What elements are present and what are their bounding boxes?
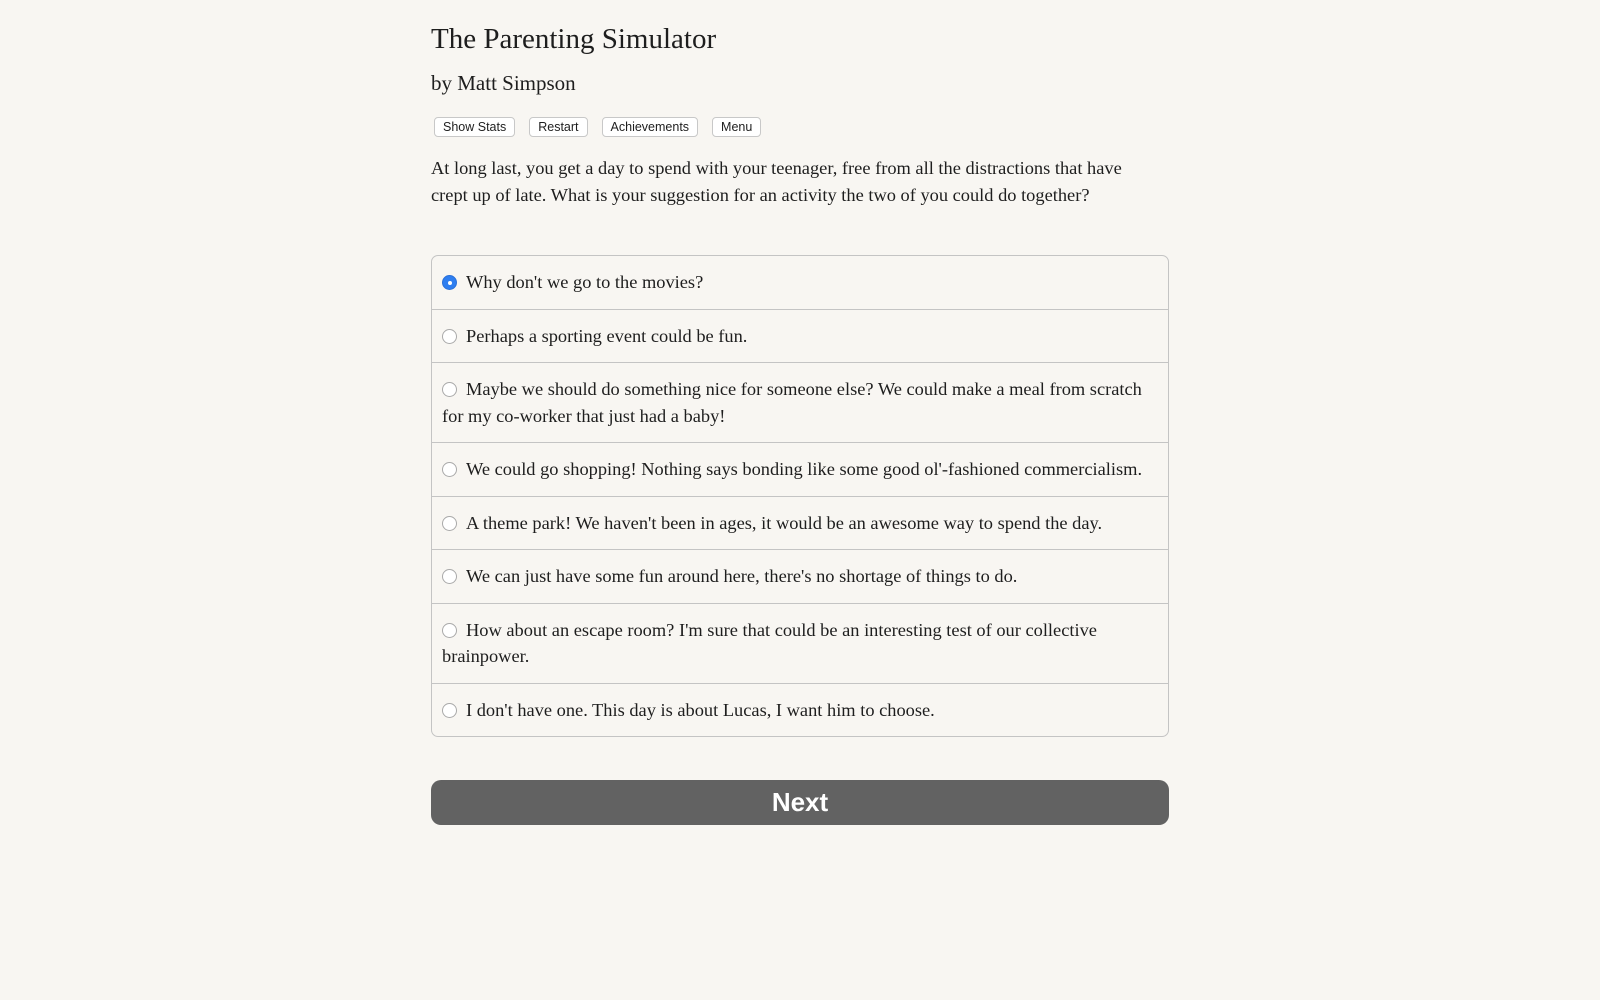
menu-button[interactable]: Menu <box>712 117 761 137</box>
choice-label: We can just have some fun around here, there's no shortage of things to do. <box>466 566 1018 586</box>
choice-option-8[interactable] <box>432 683 1168 737</box>
choice-label: We could go shopping! Nothing says bonding like some good ol'-fashioned commercialism. <box>466 459 1143 479</box>
restart-button[interactable]: Restart <box>529 117 587 137</box>
choice-label: I don't have one. This day is about Lucas, I want him to choose. <box>466 699 935 720</box>
choice-option-1[interactable] <box>432 256 1168 309</box>
radio-button-icon[interactable] <box>442 275 457 290</box>
next-button[interactable]: Next <box>431 780 1169 825</box>
choice-label: Perhaps a sporting event could be fun. <box>466 325 748 346</box>
radio-button-icon[interactable] <box>442 329 457 344</box>
show-stats-button[interactable]: Show Stats <box>434 117 515 137</box>
radio-button-icon[interactable] <box>442 462 457 477</box>
choice-option-6[interactable] <box>432 549 1168 603</box>
achievements-button[interactable]: Achievements <box>602 117 699 137</box>
radio-button-icon[interactable] <box>442 382 457 397</box>
game-author: by Matt Simpson <box>431 71 576 95</box>
game-title: The Parenting Simulator <box>431 23 717 55</box>
choice-label: How about an escape room? I'm sure that could be an interesting test of our collective brainpower. <box>442 619 1097 666</box>
choice-option-3[interactable] <box>432 362 1168 442</box>
radio-button-icon[interactable] <box>442 623 457 638</box>
radio-button-icon[interactable] <box>442 516 457 531</box>
choice-option-5[interactable] <box>432 496 1168 550</box>
radio-button-icon[interactable] <box>442 703 457 718</box>
choice-label: A theme park! We haven't been in ages, it would be an awesome way to spend the day. <box>466 512 1103 533</box>
choice-option-2[interactable] <box>432 309 1168 363</box>
choice-label: Maybe we should do something nice for someone else? We could make a meal from scratch for my co-worker that just had a baby! <box>442 379 1142 426</box>
radio-button-icon[interactable] <box>442 569 457 584</box>
choice-option-4[interactable] <box>432 442 1168 496</box>
choice-option-7[interactable] <box>432 603 1168 683</box>
toolbar <box>434 117 761 137</box>
choice-label: Why don't we go to the movies? <box>466 272 704 292</box>
scene-prompt: At long last, you get a day to spend with your teenager, free from all the distractions that have crept up of late. What is your suggestion for an activity the two of you could do together? <box>431 158 1122 205</box>
choice-list <box>431 255 1169 737</box>
